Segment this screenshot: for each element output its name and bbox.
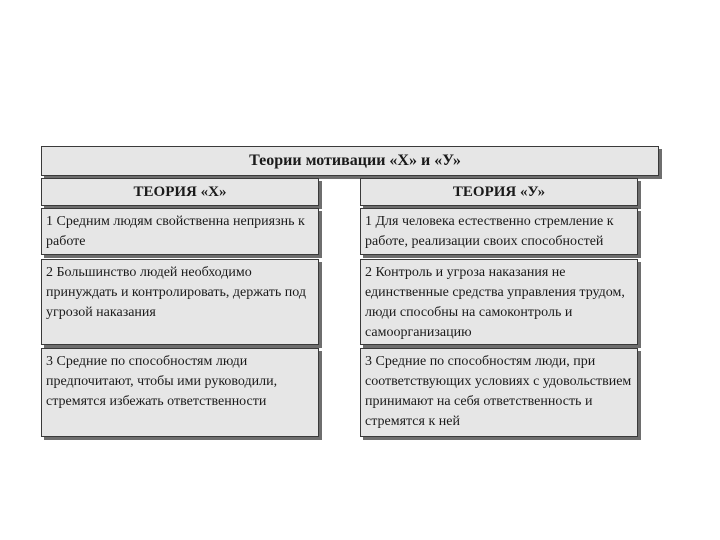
theory-x-item-3: 3 Средние по способностям люди предпочитают, чтобы ими руководили, стремятся избежать ответственности [41, 348, 319, 437]
diagram-title: Теории мотивации «Х» и «У» [41, 146, 659, 176]
theory-y-heading: ТЕОРИЯ «У» [360, 178, 638, 206]
theory-x-item-1: 1 Средним людям свойственна неприязнь к работе [41, 208, 319, 255]
theory-y-item-2: 2 Контроль и угроза наказания не единственные средства управления трудом, люди способны на самоконтроль и самоорганизацию [360, 259, 638, 345]
theory-y-item-3: 3 Средние по способностям люди, при соответствующих условиях с удовольствием принимают на себя ответственность и стремятся к ней [360, 348, 638, 437]
theory-x-heading: ТЕОРИЯ «Х» [41, 178, 319, 206]
theory-y-item-1: 1 Для человека естественно стремление к работе, реализации своих способностей [360, 208, 638, 255]
theory-x-item-2: 2 Большинство людей необходимо принуждать и контролировать, держать под угрозой наказания [41, 259, 319, 345]
